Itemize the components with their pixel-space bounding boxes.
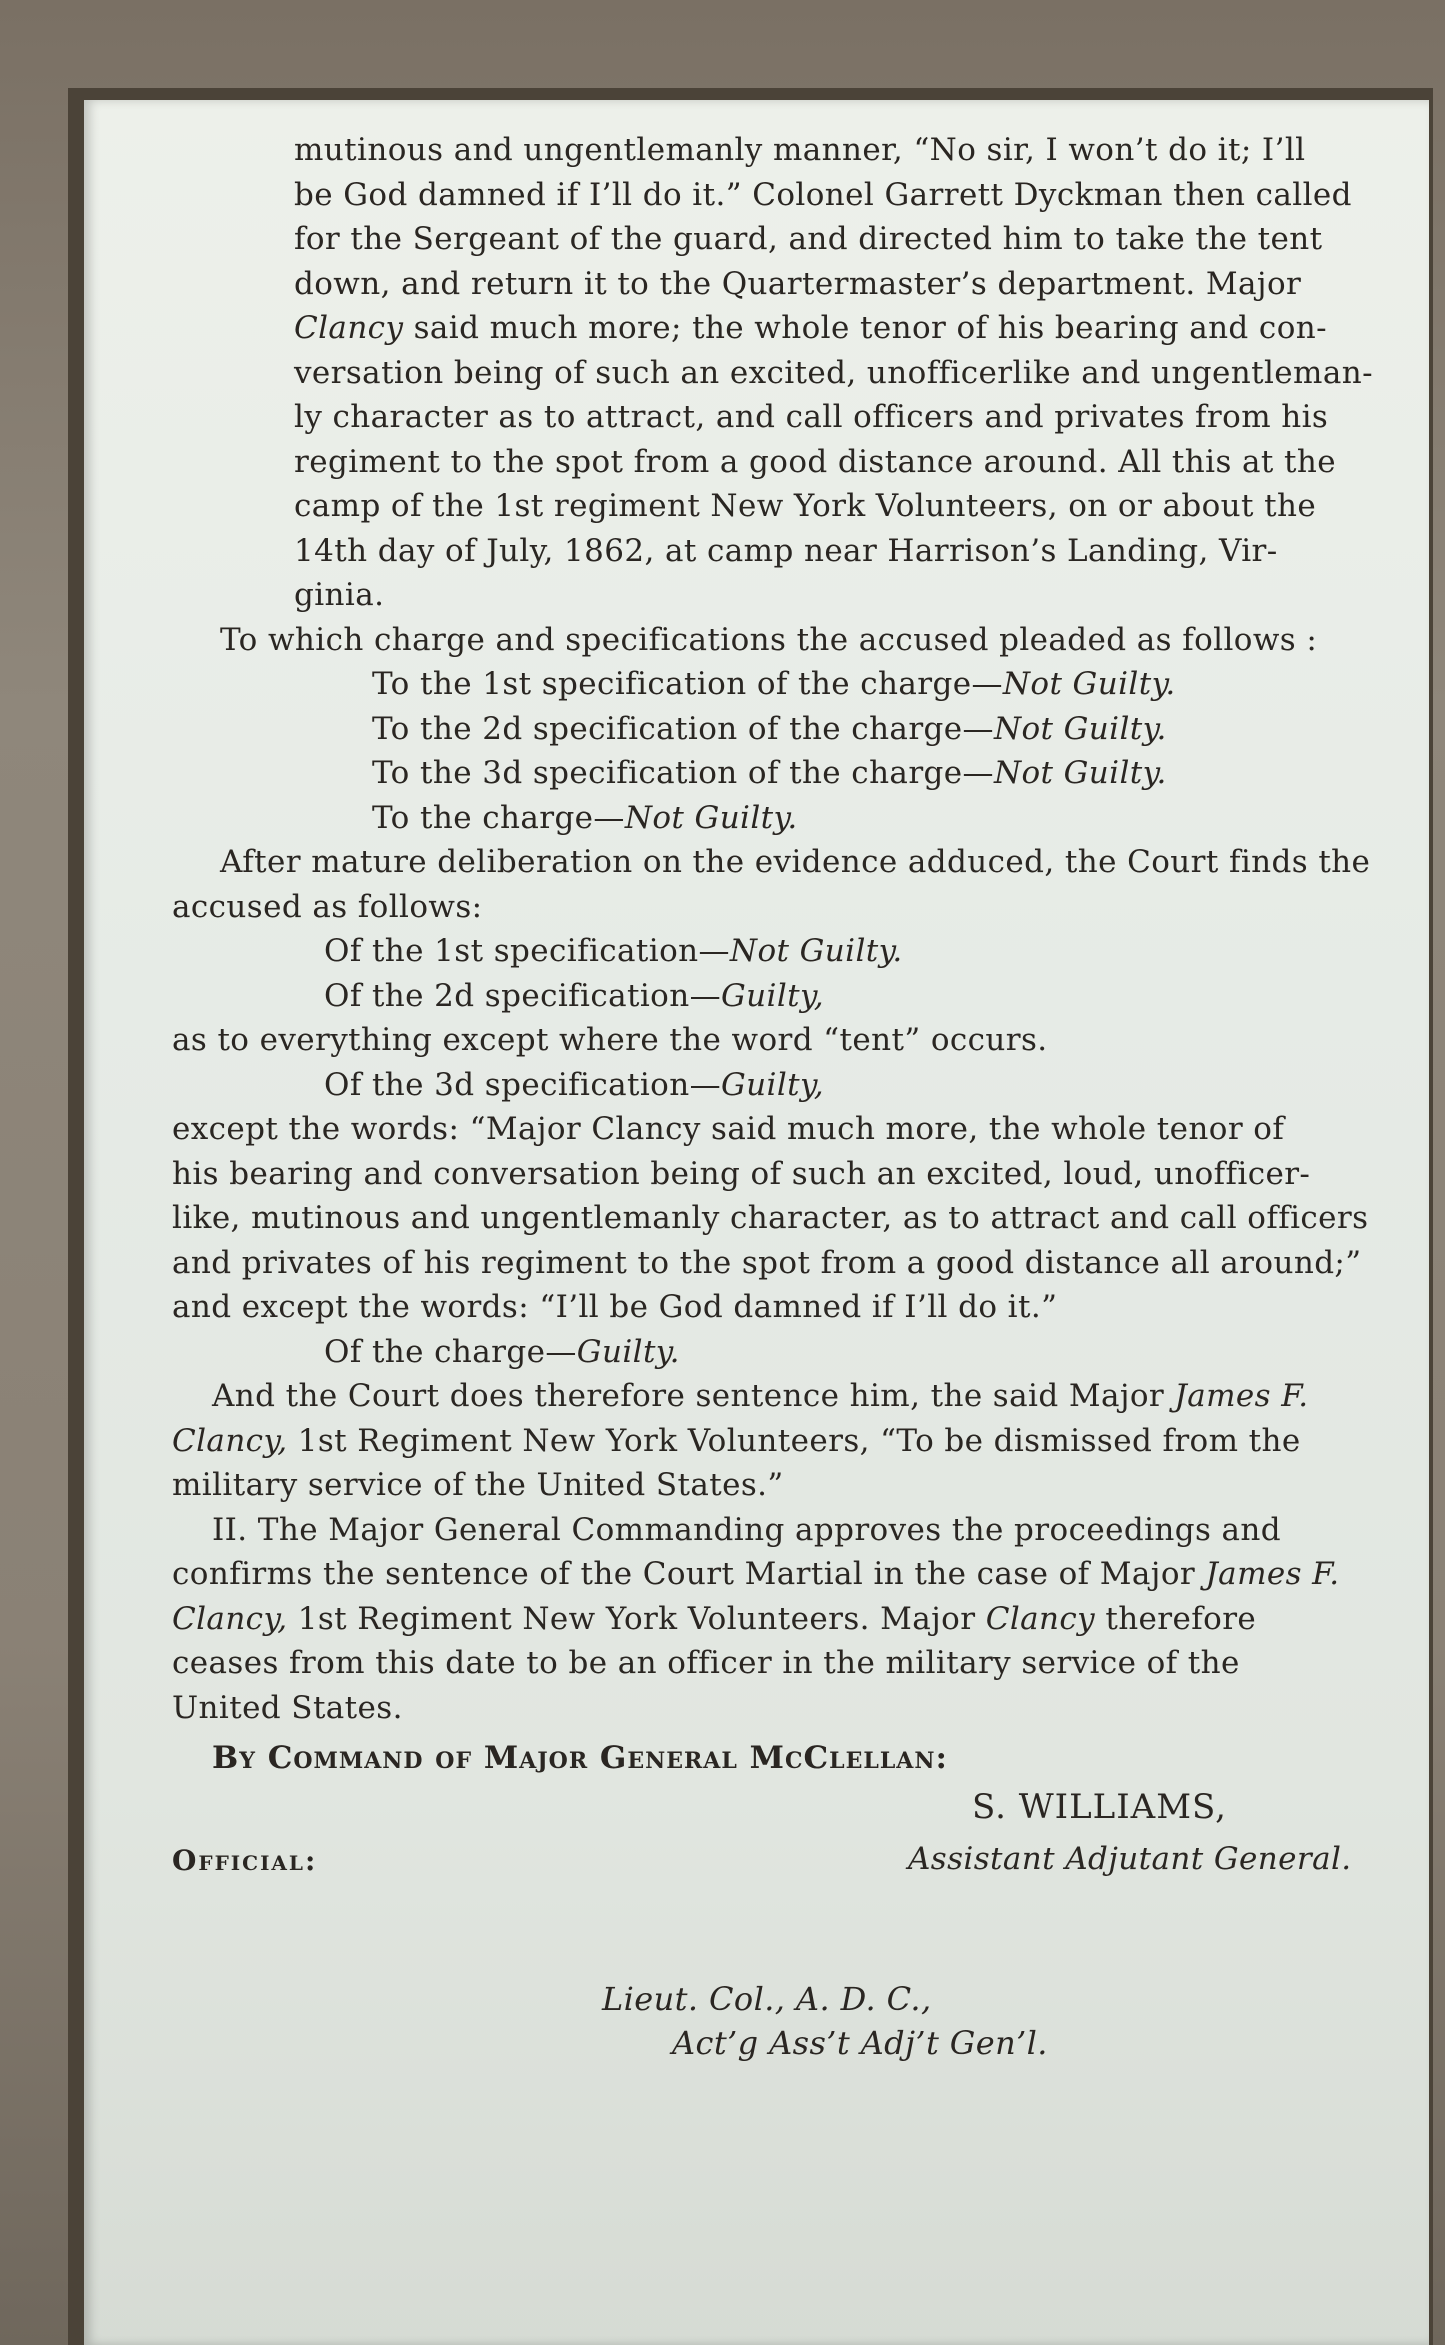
text-segment: for the Sergeant of the guard, and directed him to take the tent	[294, 221, 1323, 257]
command-line: By Command of Major General McClellan:	[212, 1740, 948, 1776]
text-line	[132, 1374, 1382, 1419]
text-segment: accused as follows:	[172, 888, 483, 925]
text-line	[132, 885, 1382, 930]
text-segment: And the Court does therefore sentence him, the said Major	[212, 1378, 1175, 1414]
text-segment: confirms the sentence of the Court Martial in the case of Major	[172, 1556, 1206, 1592]
italic-text: James F.	[1174, 1378, 1309, 1414]
text-line	[132, 1597, 1382, 1642]
italic-text: Clancy	[294, 310, 404, 346]
text-segment: ginia.	[294, 577, 385, 613]
text-segment: versation being of such an excited, unofficerlike and ungentleman-	[294, 354, 1373, 391]
text-line	[132, 1686, 1382, 1731]
italic-text: James F.	[1205, 1556, 1340, 1592]
text-line	[132, 529, 1382, 574]
text-segment: ly character as to attract, and call officers and privates from his	[294, 399, 1329, 435]
text-line	[132, 662, 1382, 707]
text-segment: be God damned if I’ll do it.” Colonel Garrett Dyckman then called	[294, 176, 1352, 213]
body-lines	[132, 128, 1382, 1730]
text-segment: Of the charge—	[324, 1333, 577, 1370]
text-line	[132, 707, 1382, 752]
italic-text: Clancy,	[172, 1422, 288, 1459]
text-line	[132, 929, 1382, 974]
text-line	[132, 1463, 1382, 1508]
text-line	[132, 128, 1382, 173]
text-segment: military service of the United States.”	[172, 1467, 784, 1503]
signer-title: Assistant Adjutant General.	[908, 1840, 1352, 1877]
signer-name: S. WILLIAMS,	[972, 1786, 1227, 1827]
text-segment: mutinous and ungentlemanly manner, “No sir, I won’t do it; I’ll	[294, 132, 1306, 168]
text-line	[132, 1107, 1382, 1152]
italic-text: Clancy	[985, 1600, 1096, 1637]
text-segment: Of the 1st specification—	[324, 933, 730, 969]
italic-text: Not Guilty.	[729, 933, 903, 969]
text-line	[132, 1196, 1382, 1241]
italic-text: Not Guilty.	[993, 755, 1167, 791]
text-segment: said much more; the whole tenor of his bearing and con-	[403, 310, 1327, 346]
text-line	[132, 1152, 1382, 1197]
italic-text: Not Guilty.	[993, 710, 1167, 747]
signature-block	[132, 1781, 1382, 1831]
text-segment: down, and return it to the Quartermaster’s department. Major	[294, 265, 1302, 302]
text-segment: ceases from this date to be an officer in the military service of the	[172, 1645, 1240, 1681]
document-body	[132, 128, 1382, 2066]
text-segment: II. The Major General Commanding approves the proceedings and	[212, 1511, 1282, 1548]
text-line	[132, 1285, 1382, 1330]
text-line	[132, 351, 1382, 396]
text-line	[132, 217, 1382, 262]
text-segment: 1st Regiment New York Volunteers. Major	[287, 1600, 986, 1637]
text-line	[132, 395, 1382, 440]
text-segment: 1st Regiment New York Volunteers, “To be dismissed from the	[287, 1422, 1301, 1459]
text-segment: therefore	[1095, 1600, 1257, 1637]
italic-text: Not Guilty.	[624, 799, 798, 836]
text-line	[132, 262, 1382, 307]
text-line	[132, 306, 1382, 351]
text-line	[132, 796, 1382, 841]
italic-text: Guilty,	[721, 977, 825, 1014]
text-segment: camp of the 1st regiment New York Volunteers, on or about the	[294, 488, 1317, 524]
text-segment: To the charge—	[372, 799, 625, 836]
text-segment: except the words: “Major Clancy said much more, the whole tenor of	[172, 1111, 1285, 1147]
text-line	[132, 751, 1382, 796]
text-segment: his bearing and conversation being of such an excited, loud, unofficer-	[172, 1155, 1311, 1192]
text-segment: To the 1st specification of the charge—	[372, 666, 1003, 702]
text-line	[132, 1018, 1382, 1063]
text-segment: Of the 2d specification—	[324, 977, 721, 1014]
text-line	[132, 1330, 1382, 1375]
text-segment: regiment to the spot from a good distance around. All this at the	[294, 443, 1336, 480]
text-segment: as to everything except where the word “tent” occurs.	[172, 1022, 1048, 1058]
text-segment: 14th day of July, 1862, at camp near Harrison’s Landing, Vir-	[294, 532, 1278, 569]
official-label: Official:	[172, 1843, 318, 1877]
text-line	[132, 1063, 1382, 1108]
text-line	[132, 173, 1382, 218]
text-segment: Of the 3d specification—	[324, 1066, 721, 1103]
italic-text: Guilty,	[721, 1066, 825, 1103]
text-line	[132, 1641, 1382, 1686]
italic-text: Not Guilty.	[1002, 666, 1176, 702]
text-line	[132, 974, 1382, 1019]
text-line	[132, 1241, 1382, 1286]
actg-line: Act’g Ass’t Adj’t Gen’l.	[672, 2024, 1048, 2062]
text-segment: To the 2d specification of the charge—	[372, 710, 994, 747]
text-line	[132, 573, 1382, 618]
text-segment: and except the words: “I’ll be God damned if I’ll do it.”	[172, 1289, 1058, 1325]
text-segment: After mature deliberation on the evidence adduced, the Court finds the	[220, 844, 1371, 880]
text-line	[132, 618, 1382, 663]
text-line	[132, 1419, 1382, 1464]
text-line	[132, 1552, 1382, 1597]
official-row	[132, 1831, 1382, 1881]
text-segment: To which charge and specifications the accused pleaded as follows :	[220, 621, 1318, 658]
italic-text: Guilty.	[576, 1333, 680, 1370]
lieut-line: Lieut. Col., A. D. C.,	[602, 1979, 932, 2018]
text-segment: and privates of his regiment to the spot from a good distance all around;”	[172, 1244, 1362, 1281]
text-segment: like, mutinous and ungentlemanly character, as to attract and call officers	[172, 1200, 1369, 1236]
text-line	[132, 440, 1382, 485]
text-segment: To the 3d specification of the charge—	[372, 755, 994, 791]
document-page	[84, 100, 1429, 2345]
text-segment: United States.	[172, 1689, 403, 1726]
text-line	[132, 1508, 1382, 1553]
text-line	[132, 840, 1382, 885]
text-line	[132, 484, 1382, 529]
italic-text: Clancy,	[172, 1600, 288, 1637]
